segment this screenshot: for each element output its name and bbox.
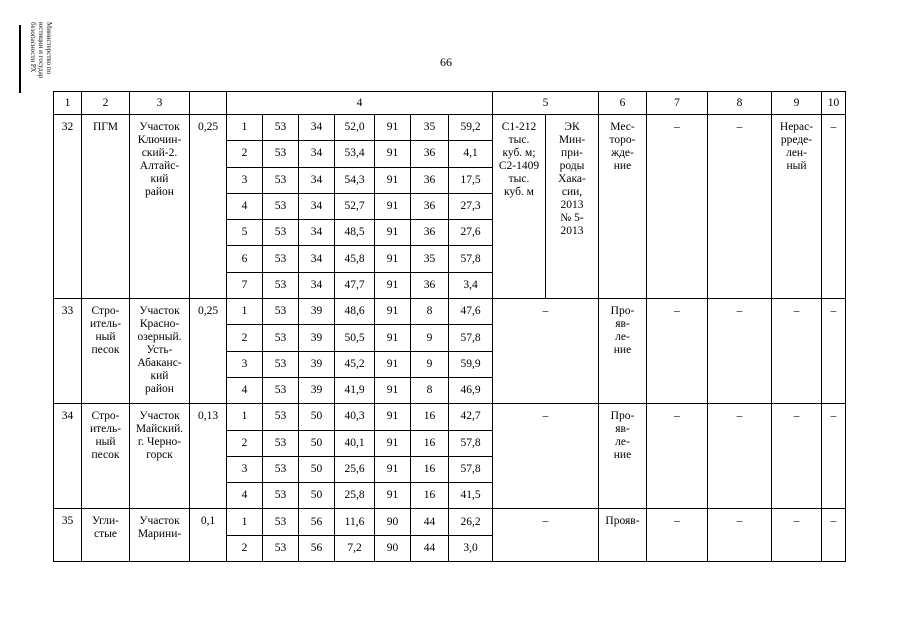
coordinate-cell: 48,6 [335, 299, 375, 325]
coordinate-cell: 40,3 [335, 404, 375, 430]
area-value: 0,25 [190, 299, 227, 404]
coordinate-cell: 25,6 [335, 456, 375, 482]
coordinate-cell: 34 [299, 272, 335, 298]
stamp-text: Министерство по юстиции и государ безопасности РХ [29, 22, 53, 79]
table-row [54, 404, 846, 430]
coordinate-cell: 5 [227, 220, 263, 246]
coordinate-cell: 53 [263, 325, 299, 351]
header-col-3b [190, 92, 227, 115]
col10-cell: – [822, 115, 846, 299]
coordinate-cell: 3 [227, 167, 263, 193]
coordinate-cell: 34 [299, 167, 335, 193]
page-number: 66 [440, 55, 452, 69]
coordinate-cell: 90 [375, 535, 411, 561]
coordinate-cell: 4 [227, 377, 263, 403]
coordinate-cell: 57,8 [449, 430, 493, 456]
coordinate-cell: 27,6 [449, 220, 493, 246]
area-value: 0,13 [190, 404, 227, 509]
coordinate-cell: 9 [411, 325, 449, 351]
col8-cell: – [708, 509, 772, 562]
coordinate-cell: 91 [375, 167, 411, 193]
approval-cell: ЭК Мин- при- роды Хака- сии, 2013 № 5- 2013 [546, 115, 599, 299]
coordinate-cell: 53 [263, 115, 299, 141]
coordinate-cell: 56 [299, 535, 335, 561]
coordinate-cell: 3,4 [449, 272, 493, 298]
stamp-line [19, 25, 21, 93]
area-value: 0,25 [190, 115, 227, 299]
coordinate-cell: 17,5 [449, 167, 493, 193]
object-type-cell: Прояв- [599, 509, 647, 562]
coordinate-cell: 36 [411, 193, 449, 219]
col9-cell: – [772, 299, 822, 404]
coordinate-cell: 2 [227, 535, 263, 561]
coordinate-cell: 52,0 [335, 115, 375, 141]
coordinate-cell: 59,9 [449, 351, 493, 377]
coordinate-cell: 45,8 [335, 246, 375, 272]
coordinate-cell: 53 [263, 535, 299, 561]
row-number: 35 [54, 509, 82, 562]
coordinate-cell: 1 [227, 404, 263, 430]
coordinate-cell: 91 [375, 430, 411, 456]
coordinate-cell: 91 [375, 456, 411, 482]
mineral-type: Стро- итель- ный песок [82, 299, 130, 404]
coordinate-cell: 41,5 [449, 483, 493, 509]
coordinate-cell: 50 [299, 483, 335, 509]
row-number: 34 [54, 404, 82, 509]
header-col-9: 9 [772, 92, 822, 115]
header-col-4: 4 [227, 92, 493, 115]
coordinate-cell: 50 [299, 404, 335, 430]
area-value: 0,1 [190, 509, 227, 562]
coordinate-cell: 59,2 [449, 115, 493, 141]
coordinate-cell: 57,8 [449, 456, 493, 482]
object-type-cell: Мес- торо- жде- ние [599, 115, 647, 299]
coordinate-cell: 91 [375, 141, 411, 167]
coordinate-cell: 91 [375, 193, 411, 219]
coordinate-cell: 50 [299, 456, 335, 482]
coordinate-cell: 48,5 [335, 220, 375, 246]
coordinate-cell: 35 [411, 246, 449, 272]
coordinate-cell: 53 [263, 299, 299, 325]
coordinate-cell: 44 [411, 509, 449, 535]
coordinate-cell: 41,9 [335, 377, 375, 403]
header-col-2: 2 [82, 92, 130, 115]
coordinate-cell: 53 [263, 246, 299, 272]
col9-cell: – [772, 404, 822, 509]
site-name: Участок Ключин- ский-2. Алтайс- кий район [130, 115, 190, 299]
coordinate-cell: 8 [411, 377, 449, 403]
reserves-cell: С1-212 тыс. куб. м; С2-1409 тыс. куб. м [493, 115, 546, 299]
coordinate-cell: 9 [411, 351, 449, 377]
coordinate-cell: 34 [299, 193, 335, 219]
col10-cell: – [822, 509, 846, 562]
col9-cell: – [772, 509, 822, 562]
coordinate-cell: 6 [227, 246, 263, 272]
coordinate-cell: 53 [263, 193, 299, 219]
coordinate-cell: 27,3 [449, 193, 493, 219]
coordinate-cell: 53 [263, 404, 299, 430]
object-type-cell: Про- яв- ле- ние [599, 299, 647, 404]
coordinate-cell: 53,4 [335, 141, 375, 167]
coordinate-cell: 3 [227, 351, 263, 377]
coordinate-cell: 16 [411, 404, 449, 430]
coordinate-cell: 3 [227, 456, 263, 482]
coordinate-cell: 50,5 [335, 325, 375, 351]
site-name: Участок Красно- озерный. Усть- Абаканс- кий район [130, 299, 190, 404]
coordinate-cell: 90 [375, 509, 411, 535]
table-row [54, 509, 846, 535]
coordinate-cell: 47,7 [335, 272, 375, 298]
coordinate-cell: 8 [411, 299, 449, 325]
coordinate-cell: 25,8 [335, 483, 375, 509]
coordinate-cell: 2 [227, 141, 263, 167]
header-col-6: 6 [599, 92, 647, 115]
coordinate-cell: 44 [411, 535, 449, 561]
coordinate-cell: 36 [411, 272, 449, 298]
col8-cell: – [708, 404, 772, 509]
coordinate-cell: 91 [375, 246, 411, 272]
coordinate-cell: 16 [411, 430, 449, 456]
coordinate-cell: 91 [375, 325, 411, 351]
registration-stamp [13, 20, 55, 108]
coordinate-cell: 39 [299, 377, 335, 403]
coordinate-cell: 91 [375, 220, 411, 246]
col5-cell: – [493, 299, 599, 404]
coordinate-cell: 53 [263, 351, 299, 377]
mineral-type: Угли- стые [82, 509, 130, 562]
col10-cell: – [822, 299, 846, 404]
coordinate-cell: 1 [227, 115, 263, 141]
coordinate-cell: 16 [411, 456, 449, 482]
coordinate-cell: 53 [263, 220, 299, 246]
coordinate-cell: 53 [263, 483, 299, 509]
coordinate-cell: 53 [263, 430, 299, 456]
coordinate-cell: 1 [227, 299, 263, 325]
coordinate-cell: 53 [263, 377, 299, 403]
coordinate-cell: 52,7 [335, 193, 375, 219]
col7-cell: – [647, 299, 708, 404]
coordinate-cell: 91 [375, 299, 411, 325]
col7-cell: – [647, 115, 708, 299]
coordinate-cell: 39 [299, 351, 335, 377]
coordinate-cell: 53 [263, 167, 299, 193]
object-type-cell: Про- яв- ле- ние [599, 404, 647, 509]
coordinate-cell: 53 [263, 272, 299, 298]
row-number: 33 [54, 299, 82, 404]
coordinate-cell: 34 [299, 220, 335, 246]
coordinate-cell: 91 [375, 272, 411, 298]
coordinate-cell: 53 [263, 509, 299, 535]
coordinate-cell: 40,1 [335, 430, 375, 456]
coordinate-cell: 46,9 [449, 377, 493, 403]
site-name: Участок Марини- [130, 509, 190, 562]
header-col-7: 7 [647, 92, 708, 115]
coordinate-cell: 34 [299, 141, 335, 167]
coordinate-cell: 34 [299, 115, 335, 141]
coordinate-cell: 36 [411, 167, 449, 193]
coordinate-cell: 7,2 [335, 535, 375, 561]
coordinate-cell: 91 [375, 115, 411, 141]
coordinate-cell: 42,7 [449, 404, 493, 430]
coordinate-cell: 4,1 [449, 141, 493, 167]
col7-cell: – [647, 509, 708, 562]
col5-cell: – [493, 509, 599, 562]
coordinate-cell: 39 [299, 325, 335, 351]
table-row [54, 115, 846, 141]
header-col-1: 1 [54, 92, 82, 115]
coordinate-cell: 4 [227, 483, 263, 509]
coordinate-cell: 56 [299, 509, 335, 535]
header-row [54, 92, 846, 115]
col10-cell: – [822, 404, 846, 509]
coordinate-cell: 57,8 [449, 325, 493, 351]
mineral-type: ПГМ [82, 115, 130, 299]
header-col-10: 10 [822, 92, 846, 115]
col9-cell: Нерас- pреде- лен- ный [772, 115, 822, 299]
coordinate-cell: 34 [299, 246, 335, 272]
table-row [54, 299, 846, 325]
col5-cell: – [493, 404, 599, 509]
coordinate-cell: 4 [227, 193, 263, 219]
coordinate-cell: 36 [411, 141, 449, 167]
coordinate-cell: 16 [411, 483, 449, 509]
coordinate-cell: 2 [227, 325, 263, 351]
coordinate-cell: 26,2 [449, 509, 493, 535]
coordinate-cell: 35 [411, 115, 449, 141]
mineral-type: Стро- итель- ный песок [82, 404, 130, 509]
coordinate-cell: 53 [263, 456, 299, 482]
coordinate-cell: 7 [227, 272, 263, 298]
coordinate-cell: 36 [411, 220, 449, 246]
coordinate-cell: 3,0 [449, 535, 493, 561]
coordinate-cell: 45,2 [335, 351, 375, 377]
coordinate-cell: 2 [227, 430, 263, 456]
data-table [53, 91, 846, 562]
header-col-3: 3 [130, 92, 190, 115]
coordinate-cell: 39 [299, 299, 335, 325]
coordinate-cell: 53 [263, 141, 299, 167]
coordinate-cell: 50 [299, 430, 335, 456]
coordinate-cell: 91 [375, 483, 411, 509]
coordinate-cell: 91 [375, 351, 411, 377]
header-col-5: 5 [493, 92, 599, 115]
coordinate-cell: 11,6 [335, 509, 375, 535]
coordinate-cell: 1 [227, 509, 263, 535]
coordinate-cell: 91 [375, 404, 411, 430]
col8-cell: – [708, 115, 772, 299]
coordinate-cell: 54,3 [335, 167, 375, 193]
header-col-8: 8 [708, 92, 772, 115]
coordinate-cell: 91 [375, 377, 411, 403]
row-number: 32 [54, 115, 82, 299]
site-name: Участок Майский. г. Черно- горск [130, 404, 190, 509]
coordinate-cell: 57,8 [449, 246, 493, 272]
col7-cell: – [647, 404, 708, 509]
coordinate-cell: 47,6 [449, 299, 493, 325]
col8-cell: – [708, 299, 772, 404]
